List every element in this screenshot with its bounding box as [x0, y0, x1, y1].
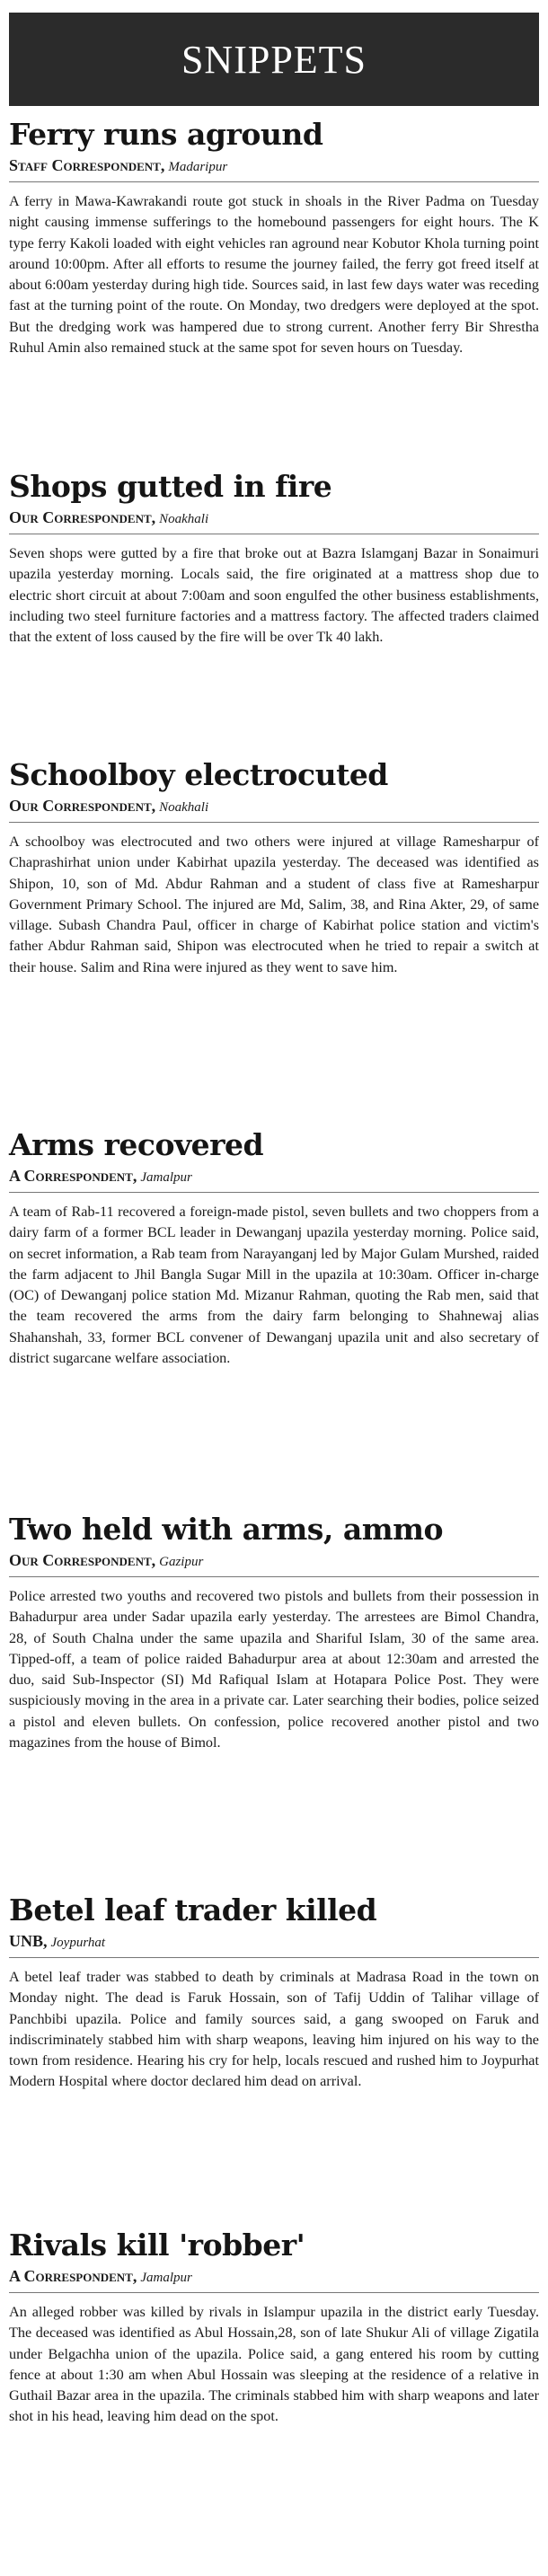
byline-author: Staff Correspondent,: [9, 156, 165, 174]
story-headline: Schoolboy electrocuted: [9, 757, 388, 792]
story-body: A betel leaf trader was stabbed to death by criminals at Madrasa Road in the town on Monday night. The dead is Faruk Hossain, son of Tafij Uddin of Talihar village of Panchbibi upazila. Police and family sources said, a gang swooped on Faruk and indiscriminately stabbed him with sharp weapons, leaving him injured on his way to the town from residence. Hearing his cry for help, locals rescued and rushed him to Joypurhat Modern Hospital where doctor declared him dead on arrival.: [9, 1969, 539, 2090]
byline-place: Noakhali: [159, 512, 209, 526]
byline-author: UNB,: [9, 1932, 48, 1950]
byline-place: Joypurhat: [50, 1936, 106, 1950]
byline-author: A Correspondent,: [9, 1167, 137, 1185]
byline-author: Our Correspondent,: [9, 797, 156, 815]
story-body: An alleged robber was killed by rivals in Islampur upazila in the district early Tuesday. The deceased was identified as Abul Hossain,28, son of late Shukur Ali of village Zigatila under Belgachha union of the upazila. Police said, a gang entered his room by cutting fence at about 1:30 am when Abul Hossain was sleeping at the residence of a relative in Guthail Bazar area in the upazila. The criminals stabbed him with sharp weapons and later shot in his head, leaving him dead on the spot.: [9, 2304, 539, 2425]
section-title: SNIPPETS: [181, 37, 367, 82]
story-ferry-runs-aground: [9, 117, 539, 358]
story-headline: Arms recovered: [9, 1127, 264, 1162]
story-headline: Shops gutted in fire: [9, 469, 332, 504]
story-byline: [9, 2267, 539, 2287]
byline-place: Gazipur: [159, 1555, 204, 1569]
story-body: A ferry in Mawa-Kawrakandi route got stuck in shoals in the River Padma on Tuesday night causing immense sufferings to the homebound passengers for eight hours. The K type ferry Kakoli loaded with eight vehicles ran aground near Kobutor Khola turning point around 10:00pm. After all efforts to resume the journey failed, the ferry got freed itself at about 6:00am yesterday during high tide. Sources said, in last few days water was receding fast at the turning point of the route. On Monday, two dredgers were deployed at the spot. But the dredging work was hampered due to strong current. Another ferry Bir Shrestha Ruhul Amin also remained stuck at the same spot for seven hours on Tuesday.: [9, 193, 539, 357]
story-byline: [9, 1551, 539, 1571]
story-headline: Betel leaf trader killed: [9, 1892, 377, 1928]
story-body: A schoolboy was electrocuted and two others were injured at village Ramesharpur of Chaprashirhat union under Kabirhat upazila yesterday. The deceased was identified as Shipon, 10, son of Md. Abdur Rahman and a student of class five at Ramesharpur Government Primary School. The injured are Md, Salim, 38, and Rina Akter, 29, of same village. Subash Chandra Paul, officer in charge of Kabirhat police station and victim's father Abdur Rahman said, Shipon was electrocuted when he tried to repair a switch at their house. Salim and Rina were injured as they went to save him.: [9, 834, 539, 975]
story-headline: Two held with arms, ammo: [9, 1512, 444, 1547]
byline-author: Our Correspondent,: [9, 508, 156, 526]
story-shops-gutted-in-fire: [9, 469, 539, 648]
divider: [9, 1576, 539, 1577]
story-byline: [9, 508, 539, 528]
story-headline: Ferry runs aground: [9, 117, 323, 152]
story-arms-recovered: [9, 1127, 539, 1369]
byline-place: Jamalpur: [140, 1170, 192, 1185]
story-body: Police arrested two youths and recovered two pistols and bullets from their possession in Bahadurpur area under Sadar upazila early yesterday. The arrestees are Bimol Chandra, 28, of South Chalna under the same upazila and Shariful Islam, 30 of the same area. Tipped-off, a team of police raided Bahadurpur area at about 12:30am and arrested the duo, said Sub-Inspector (SI) Md Rafiqual Islam at Hotapara Police Post. They were suspiciously moving in the area in a private car. Later searching their bodies, police seized a pistol and eleven bullets. On confession, police recovered another pistol and two magazines from the house of Bimol.: [9, 1588, 539, 1751]
story-body: A team of Rab-11 recovered a foreign-made pistol, seven bullets and two choppers from a dairy farm of a former BCL leader in Dewanganj upazila yesterday morning. Police said, on secret information, a Rab team from Narayanganj led by Major Gulam Murshed, raided the farm adjacent to Jhil Bangla Sugar Mill in the upazila at 10:30am. Officer in-charge (OC) of Dewanganj police station Md. Mizanur Rahman, quoting the Rab men, said that the team recovered the arms from the dairy farm belonging to Shahnewaj alias Shahanshah, 33, former BCL convener of Dewanganj upazila unit and also secretary of district sugarcane welfare association.: [9, 1204, 539, 1367]
byline-place: Madaripur: [168, 160, 228, 174]
byline-place: Noakhali: [159, 800, 209, 815]
story-two-held-with-arms: [9, 1512, 539, 1753]
story-schoolboy-electrocuted: [9, 757, 539, 978]
story-byline: [9, 1932, 539, 1952]
byline-place: Jamalpur: [140, 2271, 192, 2285]
divider: [9, 2292, 539, 2293]
story-betel-leaf-trader-killed: [9, 1892, 539, 2093]
divider: [9, 1957, 539, 1958]
byline-author: Our Correspondent,: [9, 1551, 156, 1569]
story-byline: [9, 156, 539, 176]
story-byline: [9, 1167, 539, 1187]
story-body: Seven shops were gutted by a fire that broke out at Bazra Islamganj Bazar in Sonaimuri upazila yesterday morning. Locals said, the fire originated at a mattress shop due to electric short circuit at about 7:00am and soon engulfed the other business establishments, including two steel furniture factories and a mattress factory. The affected traders claimed that the extent of loss caused by the fire will be over Tk 40 lakh.: [9, 545, 539, 646]
section-masthead: [9, 13, 539, 106]
divider: [9, 181, 539, 182]
divider: [9, 1192, 539, 1193]
story-byline: [9, 797, 539, 816]
story-headline: Rivals kill 'robber': [9, 2228, 305, 2263]
byline-author: A Correspondent,: [9, 2267, 137, 2285]
divider: [9, 822, 539, 823]
story-rivals-kill-robber: [9, 2228, 539, 2428]
